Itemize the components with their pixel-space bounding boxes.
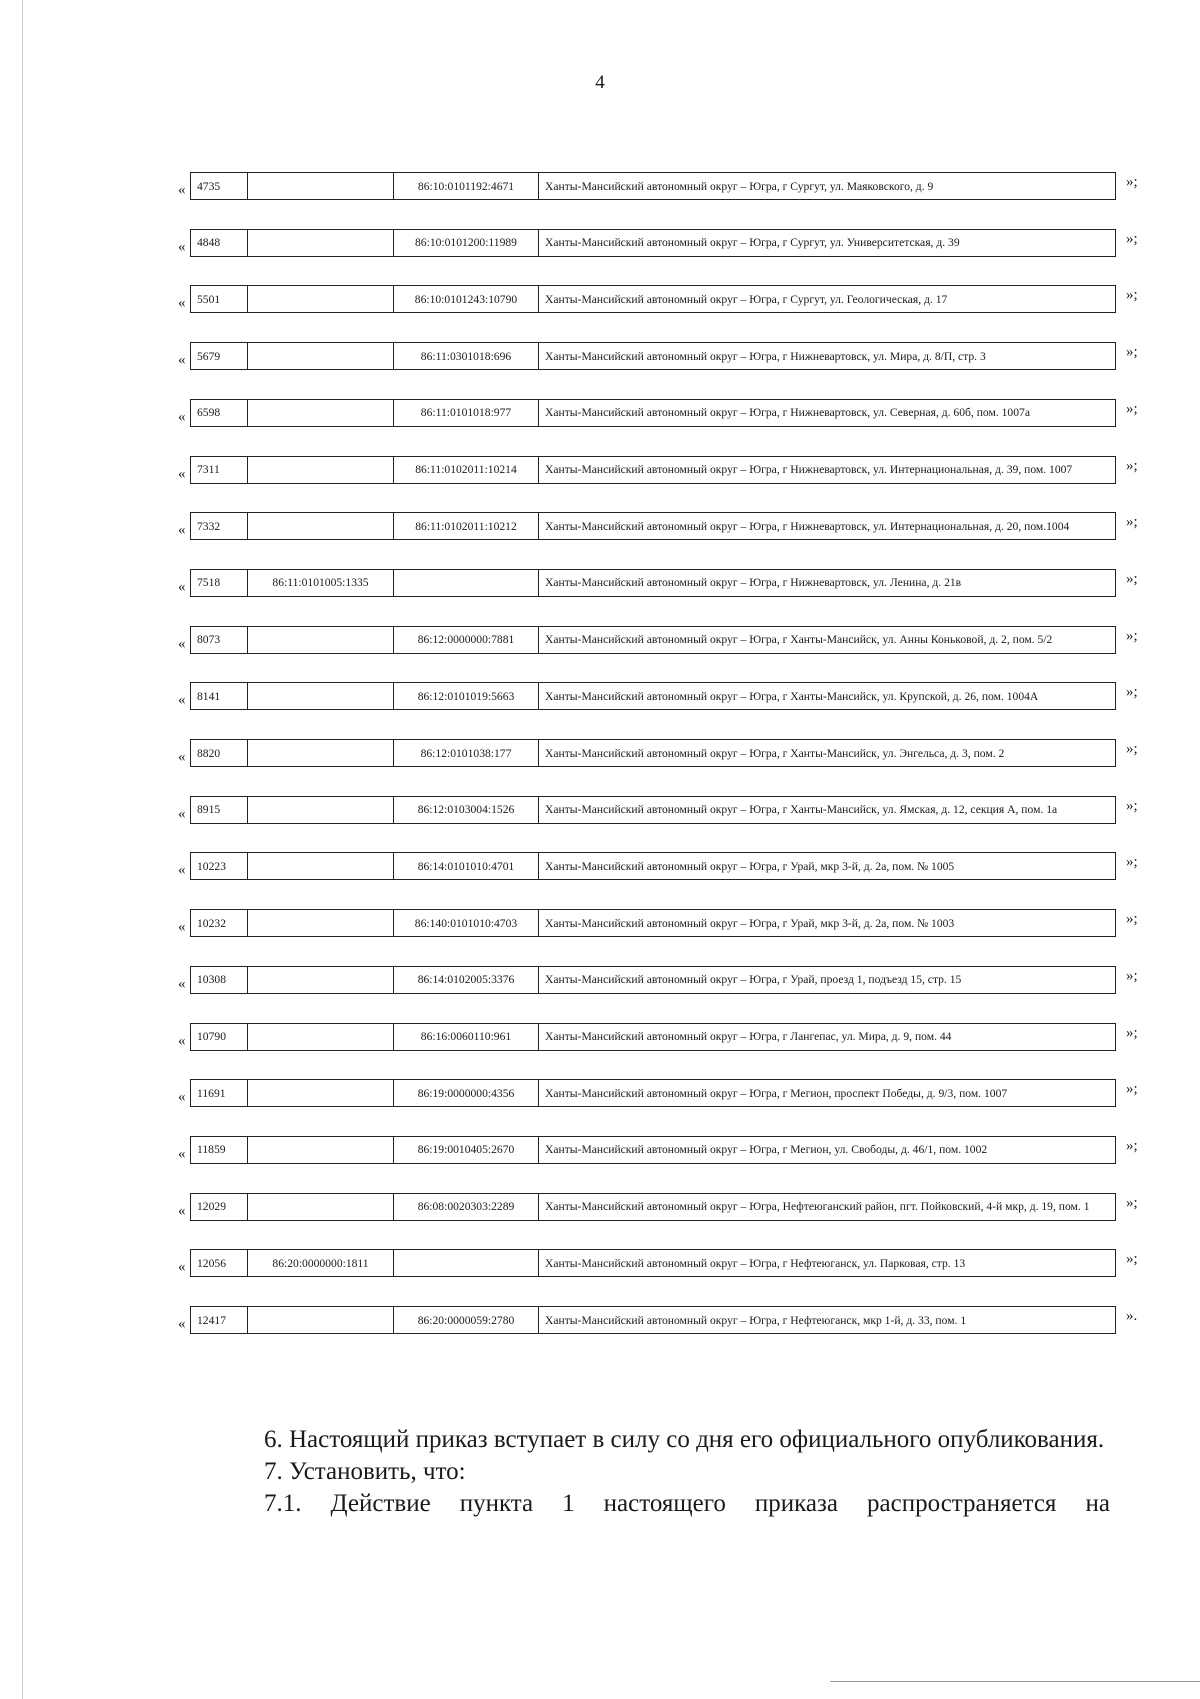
cadastral-number-premises — [394, 569, 539, 596]
record-row — [178, 852, 1138, 892]
close-quote: »; — [1126, 1194, 1138, 1211]
cadastral-number-premises — [394, 1250, 539, 1277]
record-number: 4735 — [191, 173, 248, 200]
record-number: 11691 — [191, 1080, 248, 1107]
record-row — [178, 1136, 1138, 1176]
record-row — [178, 1306, 1138, 1346]
open-quote: « — [178, 1032, 186, 1049]
cadastral-number-premises: 86:20:0000059:2780 — [394, 1307, 539, 1334]
close-quote: »; — [1126, 230, 1138, 247]
open-quote: « — [178, 465, 186, 482]
record-table — [190, 1023, 1116, 1051]
cadastral-number-building — [248, 456, 394, 483]
record-table — [190, 682, 1116, 710]
record-number: 5679 — [191, 343, 248, 370]
cadastral-number-building — [248, 1023, 394, 1050]
open-quote: « — [178, 408, 186, 425]
record-row — [178, 739, 1138, 779]
close-quote: »; — [1126, 400, 1138, 417]
record-table — [190, 796, 1116, 824]
record-row — [178, 569, 1138, 609]
record-table — [190, 172, 1116, 200]
record-address: Ханты-Мансийский автономный округ – Югра, г Ханты-Мансийск, ул. Крупской, д. 26, пом. 1004А — [539, 683, 1116, 710]
close-quote: »; — [1126, 967, 1138, 984]
close-quote: ». — [1126, 1308, 1138, 1324]
close-quote: »; — [1126, 570, 1138, 587]
cadastral-number-building — [248, 343, 394, 370]
cadastral-number-building — [248, 683, 394, 710]
paragraph-7-1-word: 1 — [562, 1490, 575, 1517]
close-quote: »; — [1126, 174, 1138, 190]
record-address: Ханты-Мансийский автономный округ – Югра, г Сургут, ул. Маяковского, д. 9 — [539, 173, 1116, 200]
close-quote: »; — [1126, 1081, 1138, 1098]
record-number: 12056 — [191, 1250, 248, 1277]
record-address: Ханты-Мансийский автономный округ – Югра, г Нижневартовск, ул. Северная, д. 60б, пом. 1007а — [539, 399, 1116, 426]
close-quote: »; — [1126, 1024, 1138, 1041]
close-quote: »; — [1126, 627, 1138, 644]
record-row — [178, 399, 1138, 439]
record-row — [178, 1193, 1138, 1233]
record-row — [178, 229, 1138, 269]
record-table — [190, 399, 1116, 427]
cadastral-number-building — [248, 1307, 394, 1334]
cadastral-number-premises: 86:140:0101010:4703 — [394, 910, 539, 937]
record-address: Ханты-Мансийский автономный округ – Югра, г Нижневартовск, ул. Интернациональная, д. 20, пом.1004 — [539, 513, 1116, 540]
record-table — [190, 626, 1116, 654]
record-table — [190, 1249, 1116, 1277]
record-table — [190, 456, 1116, 484]
record-number: 7311 — [191, 456, 248, 483]
open-quote: « — [178, 1202, 186, 1219]
cadastral-number-premises: 86:12:0101038:177 — [394, 740, 539, 767]
close-quote: »; — [1126, 797, 1138, 814]
record-address: Ханты-Мансийский автономный округ – Югра, г Нижневартовск, ул. Интернациональная, д. 39, пом. 1007 — [539, 456, 1116, 483]
close-quote: »; — [1126, 287, 1138, 304]
cadastral-number-premises: 86:10:0101243:10790 — [394, 286, 539, 313]
record-number: 12029 — [191, 1193, 248, 1220]
open-quote: « — [178, 578, 186, 595]
record-table — [190, 285, 1116, 313]
cadastral-number-building — [248, 1193, 394, 1220]
record-address: Ханты-Мансийский автономный округ – Югра, г Мегион, проспект Победы, д. 9/3, пом. 1007 — [539, 1080, 1116, 1107]
open-quote: « — [178, 1259, 186, 1276]
paragraph-7-1-word: настоящего — [603, 1490, 726, 1517]
cadastral-number-building — [248, 1080, 394, 1107]
cadastral-number-building — [248, 286, 394, 313]
record-address: Ханты-Мансийский автономный округ – Югра, г Нижневартовск, ул. Ленина, д. 21в — [539, 569, 1116, 596]
close-quote: »; — [1126, 1251, 1138, 1268]
record-row — [178, 966, 1138, 1006]
cadastral-number-premises: 86:12:0000000:7881 — [394, 626, 539, 653]
close-quote: »; — [1126, 1137, 1138, 1154]
cadastral-number-building: 86:11:0101005:1335 — [248, 569, 394, 596]
cadastral-number-building — [248, 229, 394, 256]
record-table — [190, 512, 1116, 540]
open-quote: « — [178, 692, 186, 709]
record-row — [178, 796, 1138, 836]
record-table — [190, 1306, 1116, 1334]
record-row — [178, 285, 1138, 325]
record-address: Ханты-Мансийский автономный округ – Югра, г Нижневартовск, ул. Мира, д. 8/П, стр. 3 — [539, 343, 1116, 370]
open-quote: « — [178, 862, 186, 879]
record-address: Ханты-Мансийский автономный округ – Югра, г Урай, мкр 3-й, д. 2а, пом. № 1003 — [539, 910, 1116, 937]
cadastral-number-building — [248, 910, 394, 937]
cadastral-number-premises: 86:12:0101019:5663 — [394, 683, 539, 710]
record-address: Ханты-Мансийский автономный округ – Югра, г Урай, мкр 3-й, д. 2а, пом. № 1005 — [539, 853, 1116, 880]
paragraph-7-1-word: распространяется — [867, 1490, 1057, 1517]
scan-left-edge — [22, 0, 23, 1699]
record-row — [178, 1249, 1138, 1289]
paragraph-7-1-word: пункта — [459, 1490, 534, 1517]
record-address: Ханты-Мансийский автономный округ – Югра, г Лангепас, ул. Мира, д. 9, пом. 44 — [539, 1023, 1116, 1050]
cadastral-number-premises: 86:10:0101192:4671 — [394, 173, 539, 200]
record-address: Ханты-Мансийский автономный округ – Югра, г Сургут, ул. Геологическая, д. 17 — [539, 286, 1116, 313]
open-quote: « — [178, 635, 186, 652]
cadastral-number-premises: 86:11:0102011:10212 — [394, 513, 539, 540]
scan-bottom-line — [830, 1681, 1200, 1682]
open-quote: « — [178, 919, 186, 936]
page-number: 4 — [595, 72, 605, 93]
cadastral-number-premises: 86:14:0101010:4701 — [394, 853, 539, 880]
record-number: 10308 — [191, 966, 248, 993]
open-quote: « — [178, 352, 186, 369]
cadastral-number-building — [248, 853, 394, 880]
record-row — [178, 682, 1138, 722]
open-quote: « — [178, 295, 186, 312]
record-table — [190, 1079, 1116, 1107]
record-number: 4848 — [191, 229, 248, 256]
record-row — [178, 626, 1138, 666]
record-row — [178, 1079, 1138, 1119]
cadastral-number-premises: 86:11:0301018:696 — [394, 343, 539, 370]
record-address: Ханты-Мансийский автономный округ – Югра, г Сургут, ул. Университетская, д. 39 — [539, 229, 1116, 256]
paragraph-7: 7. Установить, что: — [264, 1458, 466, 1485]
record-number: 5501 — [191, 286, 248, 313]
cadastral-number-building — [248, 740, 394, 767]
cadastral-number-premises: 86:11:0101018:977 — [394, 399, 539, 426]
record-address: Ханты-Мансийский автономный округ – Югра, г Нефтеюганск, ул. Парковая, стр. 13 — [539, 1250, 1116, 1277]
body-text — [184, 1424, 1110, 1520]
paragraph-7-1 — [184, 1488, 1110, 1520]
record-row — [178, 909, 1138, 949]
open-quote: « — [178, 975, 186, 992]
open-quote: « — [178, 1316, 186, 1332]
record-address: Ханты-Мансийский автономный округ – Югра, г Урай, проезд 1, подъезд 15, стр. 15 — [539, 966, 1116, 993]
record-table — [190, 966, 1116, 994]
record-row — [178, 1023, 1138, 1063]
close-quote: »; — [1126, 344, 1138, 361]
record-row — [178, 342, 1138, 382]
cadastral-number-premises: 86:16:0060110:961 — [394, 1023, 539, 1050]
open-quote: « — [178, 805, 186, 822]
record-row — [178, 456, 1138, 496]
record-row — [178, 512, 1138, 552]
record-number: 10790 — [191, 1023, 248, 1050]
record-number: 12417 — [191, 1307, 248, 1334]
record-number: 10232 — [191, 910, 248, 937]
record-row — [178, 172, 1138, 212]
record-number: 6598 — [191, 399, 248, 426]
record-number: 8141 — [191, 683, 248, 710]
open-quote: « — [178, 238, 186, 255]
close-quote: »; — [1126, 684, 1138, 701]
cadastral-number-building — [248, 1136, 394, 1163]
paragraph-7-1-word: приказа — [754, 1490, 838, 1517]
cadastral-number-premises: 86:08:0020303:2289 — [394, 1193, 539, 1220]
record-table — [190, 569, 1116, 597]
record-address: Ханты-Мансийский автономный округ – Югра, г Ханты-Мансийск, ул. Энгельса, д. 3, пом. 2 — [539, 740, 1116, 767]
open-quote: « — [178, 1145, 186, 1162]
close-quote: »; — [1126, 457, 1138, 474]
cadastral-number-premises: 86:19:0000000:4356 — [394, 1080, 539, 1107]
cadastral-number-premises: 86:12:0103004:1526 — [394, 796, 539, 823]
cadastral-number-building — [248, 966, 394, 993]
cadastral-number-building — [248, 399, 394, 426]
record-number: 7332 — [191, 513, 248, 540]
record-address: Ханты-Мансийский автономный округ – Югра, Нефтеюганский район, пгт. Пойковский, 4-й мкр, д. 19, пом. 1 — [539, 1193, 1116, 1220]
record-number: 8073 — [191, 626, 248, 653]
record-address: Ханты-Мансийский автономный округ – Югра, г Мегион, ул. Свободы, д. 46/1, пом. 1002 — [539, 1136, 1116, 1163]
close-quote: »; — [1126, 514, 1138, 531]
cadastral-number-building — [248, 796, 394, 823]
cadastral-number-building — [248, 173, 394, 200]
record-number: 8915 — [191, 796, 248, 823]
record-table — [190, 229, 1116, 257]
record-address: Ханты-Мансийский автономный округ – Югра, г Ханты-Мансийск, ул. Анны Коньковой, д. 2, пом. 5/2 — [539, 626, 1116, 653]
cadastral-number-building: 86:20:0000000:1811 — [248, 1250, 394, 1277]
record-table — [190, 852, 1116, 880]
record-number: 8820 — [191, 740, 248, 767]
open-quote: « — [178, 1089, 186, 1106]
cadastral-number-premises: 86:10:0101200:11989 — [394, 229, 539, 256]
paragraph-7-1-word: 7.1. — [264, 1490, 302, 1517]
open-quote: « — [178, 182, 186, 198]
cadastral-number-building — [248, 626, 394, 653]
close-quote: »; — [1126, 854, 1138, 871]
close-quote: »; — [1126, 911, 1138, 928]
record-table — [190, 342, 1116, 370]
cadastral-number-building — [248, 513, 394, 540]
record-table — [190, 909, 1116, 937]
open-quote: « — [178, 749, 186, 765]
paragraph-7-1-word: Действие — [330, 1490, 431, 1517]
record-table — [190, 739, 1116, 767]
record-table — [190, 1193, 1116, 1221]
open-quote: « — [178, 522, 186, 539]
close-quote: »; — [1126, 741, 1138, 757]
record-number: 11859 — [191, 1136, 248, 1163]
record-table — [190, 1136, 1116, 1164]
record-address: Ханты-Мансийский автономный округ – Югра, г Нефтеюганск, мкр 1-й, д. 33, пом. 1 — [539, 1307, 1116, 1334]
record-number: 7518 — [191, 569, 248, 596]
record-address: Ханты-Мансийский автономный округ – Югра, г Ханты-Мансийск, ул. Ямская, д. 12, секция А, пом. 1а — [539, 796, 1116, 823]
paragraph-6: 6. Настоящий приказ вступает в силу со дня его официального опубликования. — [264, 1426, 1105, 1453]
cadastral-number-premises: 86:11:0102011:10214 — [394, 456, 539, 483]
cadastral-number-premises: 86:19:0010405:2670 — [394, 1136, 539, 1163]
record-number: 10223 — [191, 853, 248, 880]
paragraph-7-1-word: на — [1085, 1490, 1110, 1517]
cadastral-number-premises: 86:14:0102005:3376 — [394, 966, 539, 993]
